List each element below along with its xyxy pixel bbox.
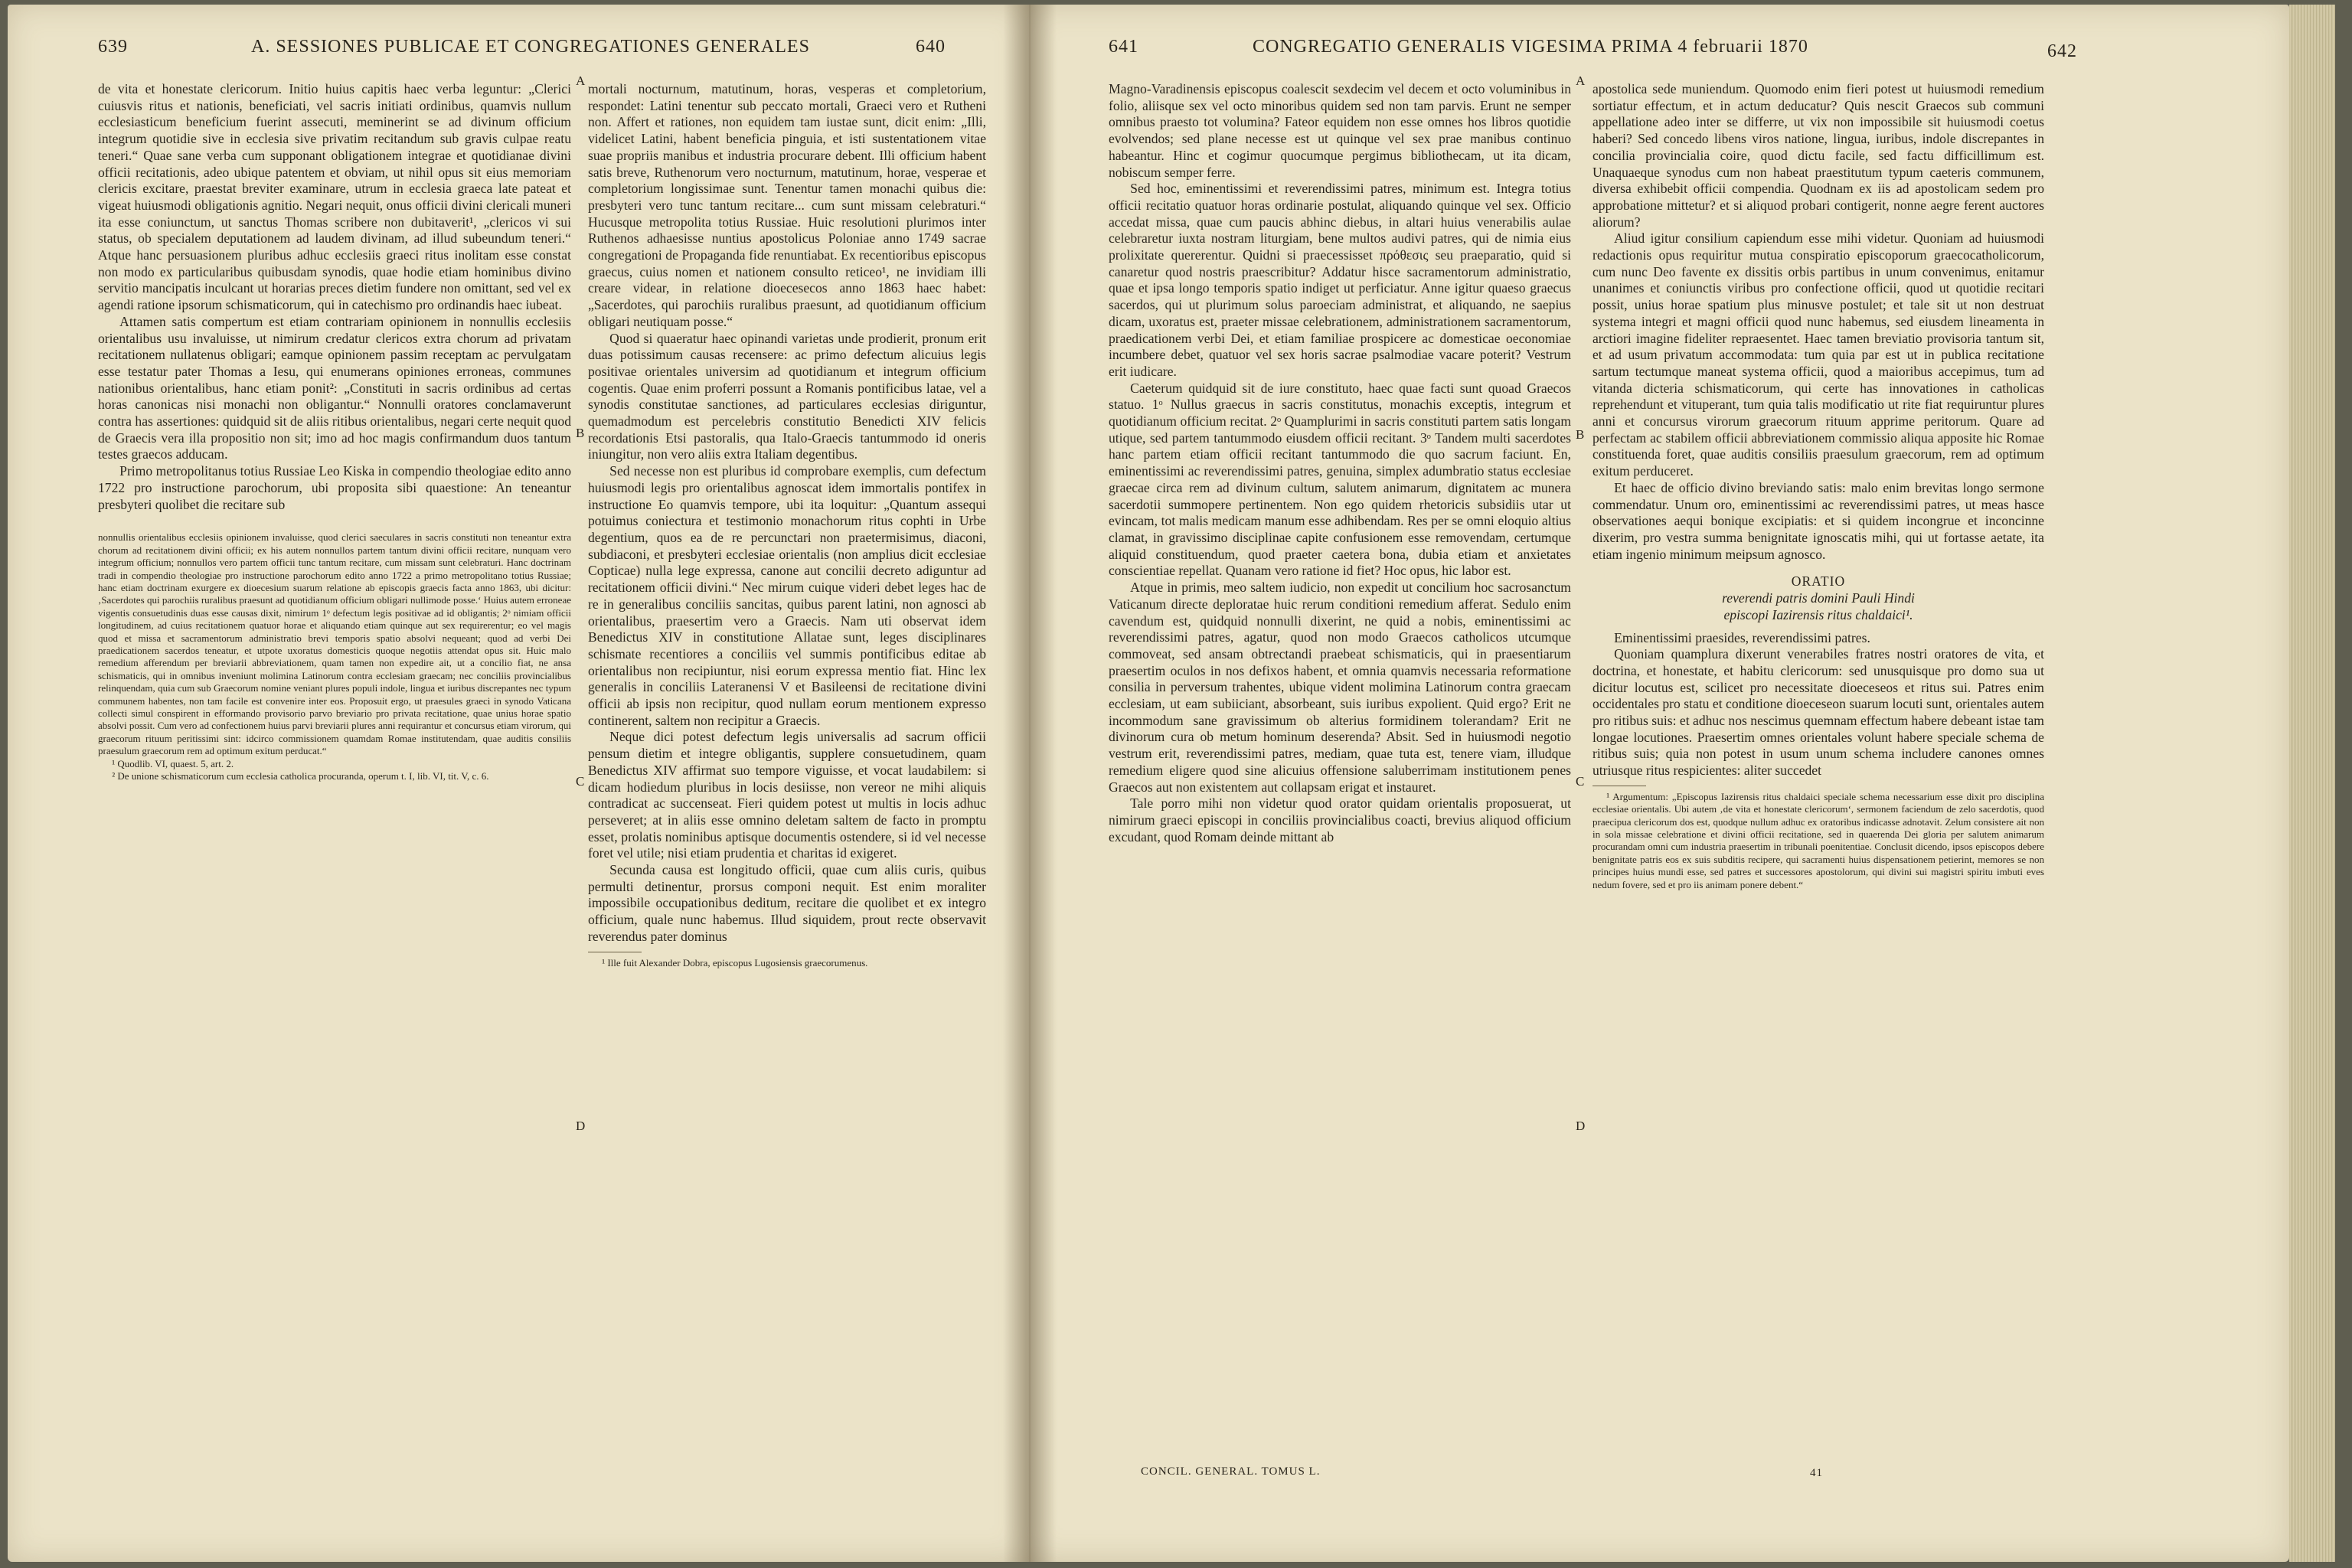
paragraph: Sed hoc, eminentissimi et reverendissimi patres, minimum est. Integra totius officii recitatio quatuor horas ordinarie postulat, aliquando quinque vel sex. Officio accedat missa, quae cum paucis abhinc diebus, in altari huius venerabilis aulae celebraretur iuxta nostram liturgiam, bene multos audivi patres, qui de nimia eius prolixitate quererentur. Quidni si praecessisset πρόθεσις seu praeparatio, quid si canaretur quod nostris praescribitur? Addatur hisce sacramentorum administratio, quae et ipsa longo temporis spatio indiget ut perficiatur. Anne igitur quaeso graecus sacerdos, qui ut plurimum solus paroeciam administrat, et aliquando, ne saepius dicam, uxoratus est, praeter missae celebrationem, administrationem sacramentorum, praedicationem verbi Dei, et etiam familiae prospicere ac domesticae oeconomiae incumbere debet, quatuor vel sex horis sacrae psalmodiae vacare poterit? Vestrum erit iudicare.: [1109, 181, 1571, 379]
paragraph: Et haec de officio divino breviando satis: malo enim brevitas longo sermone commendatur. Unum oro, eminentissimi ac reverendissimi patres, ut meas hasce observationes aequi bonique excipiatis: et si quidem incongrue et inconcinne dixerim, pro vestra summa benignitate ignoscatis mihi, qui ut fortasse aetate, ita etiam ingenio minimum meipsum agnosco.: [1592, 479, 2044, 562]
margin-letter: C: [1576, 774, 1585, 789]
paragraph: Sed necesse non est pluribus id comprobare exemplis, cum defectum huiusmodi legis pro orientalibus agnoscat idem immortalis pontifex in instructione Eo quamvis tempore, ubi ita loquitur: „Quantum assequi potuimus coniectura et testimonio monachorum ritus cophti in Urbe degentium, quos ea de re percunctari non praetermisimus, diaconi, subdiaconi, et presbyteri ecclesiae orientalis (non amplius dicit ecclesiae Copticae) nulla lege expressa, canone aut concilii decreto adiguntur ad recitationem officii divini.“ Nec mirum cuique videri debet leges hac de re in generalibus conciliis sancitas, quibus parent latini, non agnosci ab orientalibus, praesertim vero a Graecis. Nam uti observat idem Benedictus XIV in constitutione Allatae sunt, leges disciplinares schismate recentiores a conciliis vel summis pontificibus editae ab orientalibus non recipiuntur, nisi eorum expressa mentio fiat. Hinc lex generalis in conciliis Lateranensi V et Basileensi de recitatione divini officii ab ipsis non recipitur, quod nullam eorum mentionem expresso continerent, saltem non recipitur a Graecis.: [588, 463, 986, 728]
paragraph: Aliud igitur consilium capiendum esse mihi videtur. Quoniam ad huiusmodi redactionis opus requiritur mutua conspiratio episcoporum graecocatholicorum, cum nunc Deo favente ex dissitis orbis partibus in unum convenimus, enitamur unanimes et coniunctis viribus pro confectione officii, quod ut quotidie recitari possit, unius horae spatium plus minusve postulet; et tale sit ut non destruat systema integri et magni officii quod nunc habemus, sed eiusdem lineamenta in arctiori imagine fideliter repraesentet. Haec tamen breviatio provisoria tantum sit, et ad usum privatum accommodata: tum quia par est ut in publica recitatione sartum tectumque maneat systema officii, quod a maioribus accepimus, tum ad vitanda dicteria schismaticorum, qui certe has innovationes in catholicas reprehendunt et vituperant, tum quia talis modificatio ut rite fiat requiruntur plures anni et concursus virorum graecorum rituum apprime peritorum. Quare ad perfectam ac stabilem officii abbreviationem commissio aliqua apposite hic Romae constituenda foret, quae auditis consiliis praesulum graecorum, rem ad optimum exitum perduceret.: [1592, 230, 2044, 479]
oration-title: ORATIO: [1791, 573, 1846, 590]
paragraph: Neque dici potest defectum legis universalis ad sacrum officii pensum dietim et integre obligantis, supplere consuetudinem, quam Benedictus XIV affirmat suo tempore viguisse, et vocat laudabilem: si dicam hodiedum pluribus in locis desiisse, non vereor ne mihi aliquis contradicat ac succenseat. Fieri quidem potest ut multis in locis adhuc perseveret; at in aliis esse omnino deletam saltem de facto in promptu esset, prolatis nominibus aptisque documentis ostendere, si id vel necesse foret vel utile; nisi etiam prudentia et charitas id exigeret.: [588, 729, 986, 861]
oration-subtitle: episcopi Iazirensis ritus chaldaici¹.: [1723, 606, 1913, 622]
page-number: 640: [916, 37, 946, 57]
paragraph: Quoniam quamplura dixerunt venerabiles fratres nostri oratores de vita, et doctrina, et honestate, et habitu clericorum: sed unusquisque pro domo sua ut dicitur locutus est, scilicet pro necessitate dioeceseos et ritus sui. Patres enim occidentales pro statu et conditione dioeceseon suarum locuti sunt, orientales autem pro ritibus suis: et adhuc nos nescimus quemnam effectum habere debeant istae tam longae locutiones. Praesertim omnes orientales volunt habere speciale schema de ritibus suis; quia non potest in usum unum schema includere canones omnes utriusque ritus respicientes: aliter succedet: [1592, 646, 2044, 779]
margin-letter: B: [576, 426, 585, 440]
signature-mark: CONCIL. GENERAL. TOMUS L.: [1141, 1465, 1321, 1478]
book-spread: [8, 5, 2335, 1562]
footnote: ¹ Quodlib. VI, quaest. 5, art. 2.: [112, 757, 234, 769]
footnote: ¹ Ille fuit Alexander Dobra, episcopus Lugosiensis graecorumenus.: [602, 956, 868, 969]
paragraph: mortali nocturnum, matutinum, horas, vesperas et completorium, respondet: Latini tenentur sub peccato mortali, Graeci vero et Rutheni non. Affert et rationes, non equidem tam iustae sunt, dicit enim: „Illi, videlicet Latini, habent beneficia pinguia, et isti sustentationem vitae suae propriis manibus et industria procurare debent. Illi officium habent satis breve, Ruthenorum vero nocturnum, matutinum, horae, vesperae et completorium longissimae sunt. Tenentur tamen monachi quibus die: presbyteri vero tunc tantum recitare... cum sunt missam celebraturi.“ Hucusque metropolita totius Russiae. Huic resolutioni plurimos inter Ruthenos adhaesisse nuntius apostolicus Poloniae anno 1749 sacrae congregationi de Propaganda fide renuntiabat. Ex recentioribus episcopus graecus, cuius nomen et nationem consulto reticeo¹, ne invidiam illi creare videar, in relatione dioecesecos anno 1863 haec habet: „Sacerdotes, qui parochiis ruralibus praesunt, ad quotidianum officium obligari neutiquam posse.“: [588, 81, 986, 329]
footnote: ² De unione schismaticorum cum ecclesia catholica procuranda, operum t. I, lib. VI, tit. V, c. 6.: [112, 770, 489, 782]
margin-letter: D: [576, 1119, 586, 1133]
paragraph: Tale porro mihi non videtur quod orator quidam orientalis proposuerat, ut nimirum graeci episcopi in conciliis provincialibus coacti, brevius aliquod officium excudant, quod Romam deinde mittant ab: [1109, 795, 1571, 844]
paragraph: Caeterum quidquid sit de iure constituto, haec quae facti sunt quoad Graecos statuo. 1ᵒ Nullus graecus in sacris constitutus, monachis exceptis, integrum et quotidianum officium recitat. 2ᵒ Quamplurimi in sacris constituti partem satis longam utique, sed partem tantummodo eiusdem officii recitant. 3ᵒ Tandem multi sacerdotes hanc partem etiam officii recitant tantummodo die quo sacrum faciunt. En, eminentissimi ac reverendissimi patres, genuina, simplex adumbratio status ecclesiae graecae circa rem ad divinum cultum, salutem animarum, dignitatem ac munera sacerdotii summopere pertinentem. Non ego quidem rhetoricis subsidiis utar ut evincam, tot malis medicam manum esse adhibendam. Res per se omni eloquio altius clamat, in gravissimo disciplinae capite confusionem esse removendam, certumque aliquid constituendum, quod praeter caetera bona, dubia etiam et anxietates conscientiae repellat. Quanam vero ratione id fiet? Hoc opus, hic labor est.: [1109, 380, 1571, 579]
paragraph: Secunda causa est longitudo officii, quae cum aliis curis, quibus permulti detinentur, prorsus componi nequit. Est enim moraliter impossibile occupationibus deditum, recitare die quolibet et ex integro officium, quale nunc habemus. Illud siquidem, prout recte observavit reverendus pater dominus: [588, 862, 986, 944]
page-number: 641: [1109, 37, 1138, 57]
paragraph: Eminentissimi praesides, reverendissimi patres.: [1614, 629, 1870, 645]
footnotes: [1592, 791, 2044, 891]
paragraph: de vita et honestate clericorum. Initio huius capitis haec verba leguntur: „Clerici cuiusvis ritus et nationis, beneficiati, vel sacris initiati ordinibus, quamvis nullum ecclesiasticum beneficium fuerint assecuti, meminerint se ad divinum officium integrum quotidie sive in ecclesia sive privatim recitandum sub gravis culpae reatu teneri.“ Quae sane verba cum supponant obligationem integrae et quotidianae divini officii recitationis, adeo ubique patentem et obviam, ut nihil opus sit eius memoriam clericis excitare, praestat breviter examinare, utrum in ecclesia graeca late pateat et vigeat huiusmodi obligationis agnitio. Negari nequit, onus officii divini clericali muneri ita esse coniunctum, ut sanctus Thomas scribere non dubitaverit¹, „clericos vi sui status, ob specialem deputationem ad laudem divinam, ad illud subeundum teneri.“ Atque hanc persuasionem pluribus adhuc ecclesiis graeci ritus inolitam esse constat non modo ex particularibus quibusdam synodis, quae hodie etiam hominibus divino servitio mancipatis inculcant ut horarias preces dietim fundere non omittant, sed vel ex agendi ratione ipsorum schismaticorum, qui in catechismo pro ordinandis haec iubeat.: [98, 81, 571, 313]
footnote: nonnullis orientalibus ecclesiis opinionem invaluisse, quod clerici saeculares in sacris constituti non teneantur extra chorum ad recitationem divini officii; ex his autem nonnullos partem tantum divini officii recitare, nunquam vero integrum officium; nonnullos vero partem officii tunc tantum recitare, cum missam sunt celebraturi. Hanc doctrinam tradi in compendio theologiae pro instructione parochorum edito anno 1722 a primo metropolitano totius Russiae; hanc etiam doctrinam exurgere ex dioecesium suarum relatione ab episcopis graecis facta anno 1863, ubi dicitur: ‚Sacerdotes qui parochiis ruralibus praesunt ad quotidianum officium obligari nullimode posse.‘ Huius autem erroneae vigentis consuetudinis duas esse causas dixit, nimirum 1ᵒ defectum legis positivae ad id obligantis; 2ᵒ nimiam officii longitudinem, ad cuius recitationem quatuor horae et aliquando etiam quinque aut sex requirerentur; eo vel magis quod et missa et sacramentorum administratio brevi temporis spatio absolvi nequeant; quod ad verbi Dei praedicationem sacerdos teneatur, et utpote uxoratus domesticis quoque negotiis attendat opus sit. Huic malo remedium afferendum per breviarii abbreviationem, quam tamen non expedire ait, ut a concilio fiat, ne ansa schismaticis, qui in omnibus inveniunt molimina Latinorum contra ecclesiam graecam; nec conciliis provincialibus relinquendam, quia cum sub Graecorum nomine veniant plures populi indole, lingua et iuribus discrepantes nec typum communem habentes, non tam facile est convenire inter eos. Proposuit ergo, ut praesules graeci in synodo Vaticana collecti simul conspirent in efformando provisorio parvo breviario pro privata recitatione, quae unius horae spatio absolvi possit. Cum vero ad confectionem huius parvi breviarii plures anni requirantur et concursus etiam virorum, qui graecorum rituum peritissimi sint: idcirco commissionem quamdam Romae institutendam, quae auditis consiliis praesulum graecorum rem ad optimum exitum perducat.“: [98, 531, 571, 757]
right-page: [1026, 5, 2289, 1562]
paragraph: Atque in primis, meo saltem iudicio, non expedit ut concilium hoc sacrosanctum Vaticanum directe deploratae huic rerum conditioni remedium afferat. Sedulo enim cavendum est, quidquid nonnulli dixerint, ne quid a nobis, eminentissimi ac reverendissimi patres, agatur, quod non modo Graecos catholicos utcumque commoveat, sed ansam obtrectandi praebeat schismaticis, qui in praesentiarum praesertim oculos in nos defixos habent, et omnia quamvis necessaria reformatione consilia in perversum trahentes, ubique vident molimina Latinorum contra graecam ecclesiam, ut eam subiiciant, absorbeant, suis iuribus expolient. Quid ergo? Erit ne incommodum sane gravissimum ob alterius formidinem tolerandam? Erit ne divinorum cura ob metum hominum deserenda? Absit. Sed in huiusmodi negotio vestrum erit, reverendissimi patres, mediam, quae tuta est, tenere viam, illudque remedium eligere quod sine alicuius offensione saluberrimam institutionem penes Graecos aut non existentem aut collapsam erigat et instauret.: [1109, 580, 1571, 795]
margin-letter: C: [576, 774, 585, 789]
margin-letter: B: [1576, 427, 1585, 442]
left-page: [8, 5, 1026, 1562]
running-head-title: CONGREGATIO GENERALIS VIGESIMA PRIMA 4 februarii 1870: [1253, 37, 1808, 57]
paragraph: Attamen satis compertum est etiam contrariam opinionem in nonnullis ecclesiis orientalibus usu invaluisse, ut nimirum credatur clericos extra chorum ad privatam recitationem nullatenus obligari; eamque opinionem passim receptam ac pervulgatam esse testatur pater Thomas a Iesu, qui enumerans opiniones erroneas, communes nationibus orientalibus, hanc etiam ponit²: „Constituti in sacris ordinibus ad certas horas canonicas nisi monachi non obligantur.“ Nonnulli oratores conclamaverunt contra has assertiones: quidquid sit de aliis ritibus orientalibus, negari certe nequit quod de Graecis vera illa propositio non sit; imo ad hoc magis confirmandum duos tantum testes graecos adducam.: [98, 313, 571, 462]
margin-letter: A: [1576, 74, 1586, 88]
text-column-2: [1592, 81, 2044, 891]
page-edges: [2289, 5, 2335, 1562]
text-column-1: [98, 81, 571, 782]
text-column-2: [588, 81, 986, 969]
running-head-title: A. SESSIONES PUBLICAE ET CONGREGATIONES GENERALES: [251, 37, 810, 57]
footnotes: [98, 531, 571, 782]
page-number: 642: [2047, 41, 2077, 61]
paragraph: Quod si quaeratur haec opinandi varietas unde prodierit, pronum erit duas potissimum causas recensere: ac primo defectum alicuius legis positivae orientales universim ad quotidianum et integrum officium cogentis. Quae enim proferri possunt a Romanis pontificibus latae, vel a synodis constitutae sanctiones, ad particulares ecclesias diriguntur, quemadmodum est percelebris constitutio Benedicti XIV felicis recordationis Etsi pastoralis, qua Italo-Graecis tantummodo id oneris iniungitur, non vero aliis extra Italiam degentibus.: [588, 330, 986, 462]
footnotes: [588, 957, 986, 969]
oration-subtitle: reverendi patris domini Pauli Hindi: [1722, 590, 1915, 606]
footnote: ¹ Argumentum: „Episcopus Iazirensis ritus chaldaici speciale schema necessarium esse dixit pro disciplina ecclesiae orientalis. Ubi autem ‚de vita et honestate clericorum‘, sermonem faciendum de zelo sacerdotis, quod praecipua clericorum dos est, quodque nullum adhuc ex oratoribus indicasse adnotavit. Zelum consistere ait non in sola missae celebratione et divini officii recitatione, sed in quaerenda Dei gloria per salutem animarum procurandam omni cum industria praesertim in tribunali poenitentiae. Conclusit dicendo, ipsos episcopos debere benignitate patris eos ex suis subditis recipere, qui sacramenti huius dispensationem petierint, memores se non principes huius mundi esse, sed patres et successores apostolorum, qui divini sui magistri spiritu imbuti eves nedum fovere, sed et pro iis animam ponere debent.“: [1592, 790, 2044, 890]
text-column-1: [1109, 81, 1571, 845]
sheet-number: 41: [1810, 1467, 1823, 1479]
page-number: 639: [98, 37, 128, 57]
paragraph: Magno-Varadinensis episcopus coalescit sexdecim vel decem et octo voluminibus in folio, aliisque sex vel octo minoribus quidem sed non tam parvis. Erunt ne semper omnibus praesto tot volumina? Fateor equidem non esse omnes hos libros quotidie evolvendos; sed plane necesse est ut quinque vel sex prae manibus continuo habeantur. Hinc et cogimur quocumque pergimus bibliothecam, ut ita dicam, nobiscum semper ferre.: [1109, 81, 1571, 180]
paragraph: Primo metropolitanus totius Russiae Leo Kiska in compendio theologiae edito anno 1722 pro instructione parochorum, ubi proposita sibi quaestione: An teneantur presbyteri quolibet die recitare sub: [98, 463, 571, 512]
margin-letter: A: [576, 74, 586, 88]
margin-letter: D: [1576, 1119, 1586, 1133]
paragraph: apostolica sede muniendum. Quomodo enim fieri potest ut huiusmodi remedium sortiatur effectum, et in actum deducatur? Quis nescit Graecos sub communi appellatione adeo inter se differre, ut vix non impossibile sit huiusmodi coetus haberi? Sed concedo libens viros natione, lingua, iuribus, indole discrepantes in concilia provincialia coire, quod dictu facile, sed factu difficillimum est. Unaquaeque synodus cum non habeat praestitutum typum caeteris communem, diversa exhibebit officii compendia. Quodnam ex iis ad apostolicam sedem pro approbatione mittetur? et si aliquod probari contigerit, nonne aegre ferent auctores aliorum?: [1592, 81, 2044, 230]
